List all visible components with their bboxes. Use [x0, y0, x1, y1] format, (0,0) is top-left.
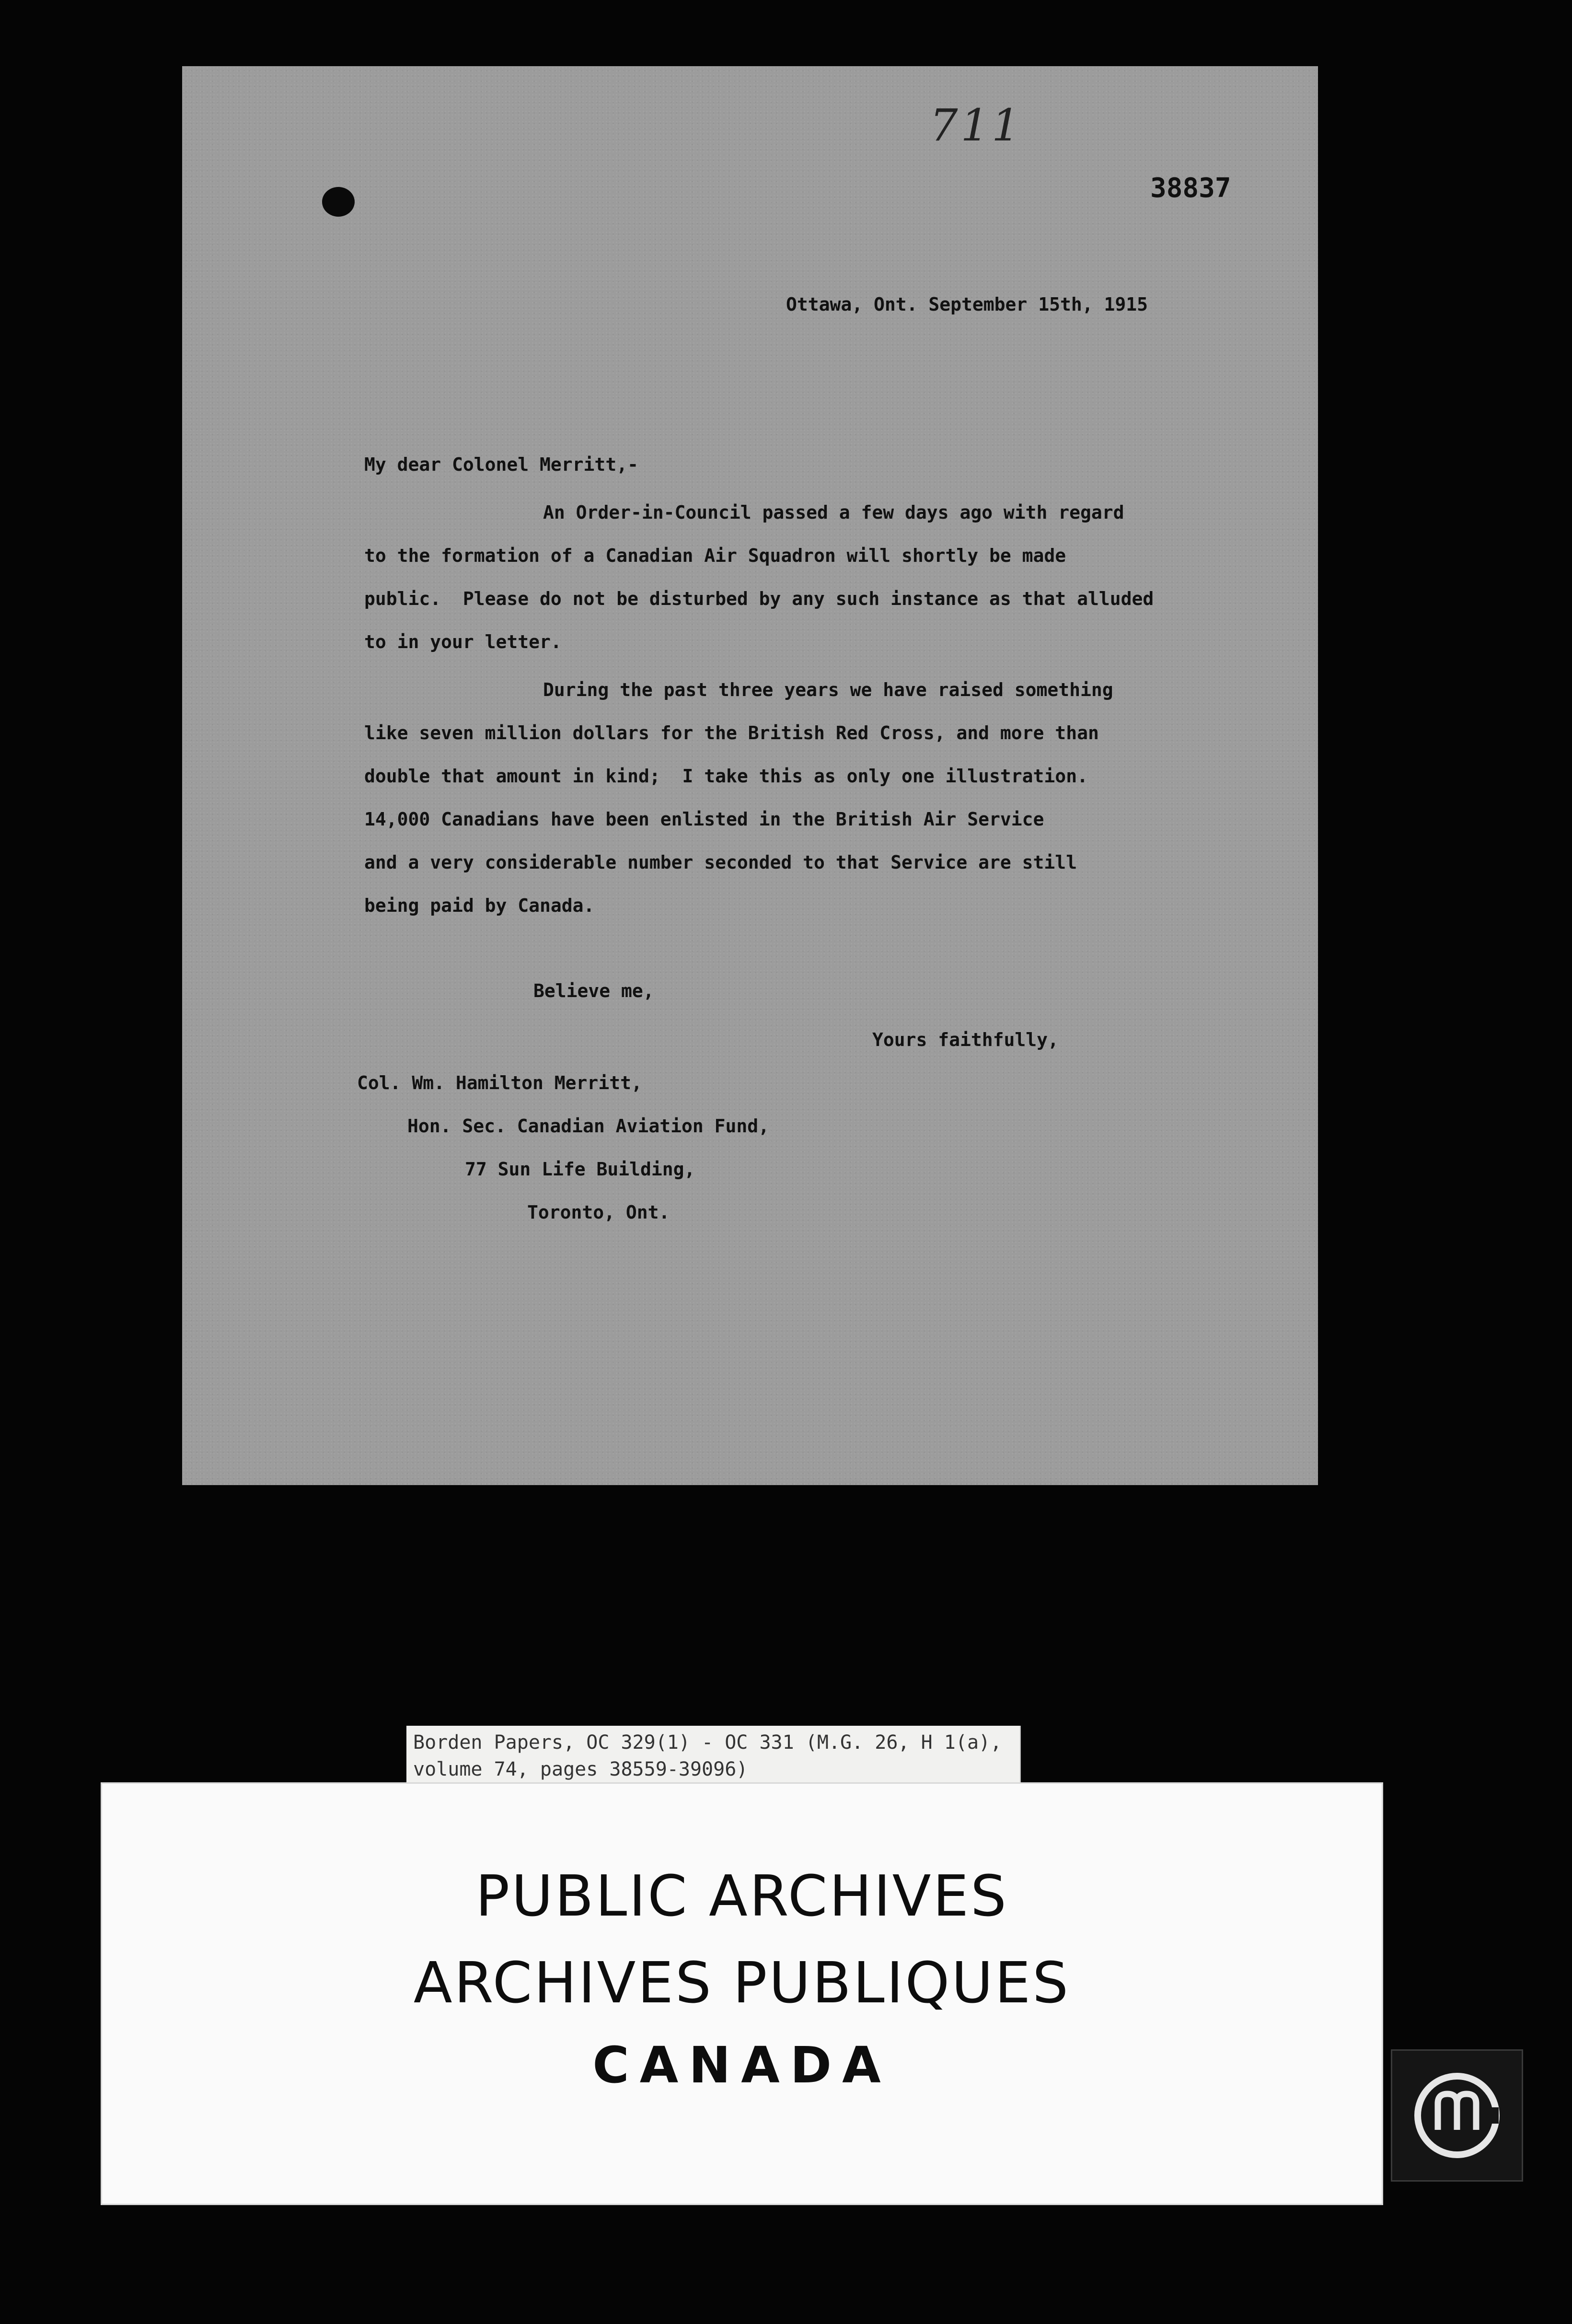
handwritten-number: 711 — [930, 100, 1023, 151]
archive-title-french: ARCHIVES PUBLIQUES — [413, 1950, 1071, 2016]
archive-country: CANADA — [592, 2036, 891, 2094]
archive-card — [101, 1782, 1383, 2205]
citation-label — [406, 1726, 1021, 1787]
letter-page — [182, 66, 1318, 1485]
address-line: Toronto, Ont. — [527, 1202, 670, 1223]
paragraph-2-line: double that amount in kind; I take this as only one illustration. — [364, 766, 1088, 787]
public-archives-emblem-icon — [1391, 2049, 1523, 2182]
paragraph-2-line: and a very considerable number seconded to that Service are still — [364, 852, 1077, 873]
address-line: Col. Wm. Hamilton Merritt, — [357, 1072, 642, 1093]
document-number: 38837 — [1150, 173, 1231, 204]
salutation: My dear Colonel Merritt,- — [364, 454, 638, 475]
paragraph-1-line: to the formation of a Canadian Air Squadron will shortly be made — [364, 545, 1066, 566]
citation-line: volume 74, pages 38559-39096) — [413, 1758, 748, 1780]
paragraph-2-line: being paid by Canada. — [364, 895, 595, 916]
address-line: 77 Sun Life Building, — [465, 1159, 695, 1180]
paragraph-1-line: An Order-in-Council passed a few days ago with regard — [543, 502, 1124, 523]
closing-yours-faithfully: Yours faithfully, — [872, 1029, 1059, 1050]
archive-title-english: PUBLIC ARCHIVES — [475, 1863, 1008, 1929]
address-line: Hon. Sec. Canadian Aviation Fund, — [407, 1116, 769, 1137]
paragraph-1-line: public. Please do not be disturbed by any such instance as that alluded — [364, 588, 1154, 609]
paragraph-2-line: like seven million dollars for the British Red Cross, and more than — [364, 722, 1099, 744]
closing-believe-me: Believe me, — [533, 980, 654, 1001]
paragraph-1-line: to in your letter. — [364, 631, 562, 652]
punch-hole — [322, 187, 355, 217]
paragraph-2-line: During the past three years we have raised something — [543, 679, 1113, 700]
dateline: Ottawa, Ont. September 15th, 1915 — [786, 294, 1148, 315]
citation-line: Borden Papers, OC 329(1) - OC 331 (M.G. 26, H 1(a), — [413, 1731, 1002, 1754]
paragraph-2-line: 14,000 Canadians have been enlisted in the British Air Service — [364, 809, 1044, 830]
